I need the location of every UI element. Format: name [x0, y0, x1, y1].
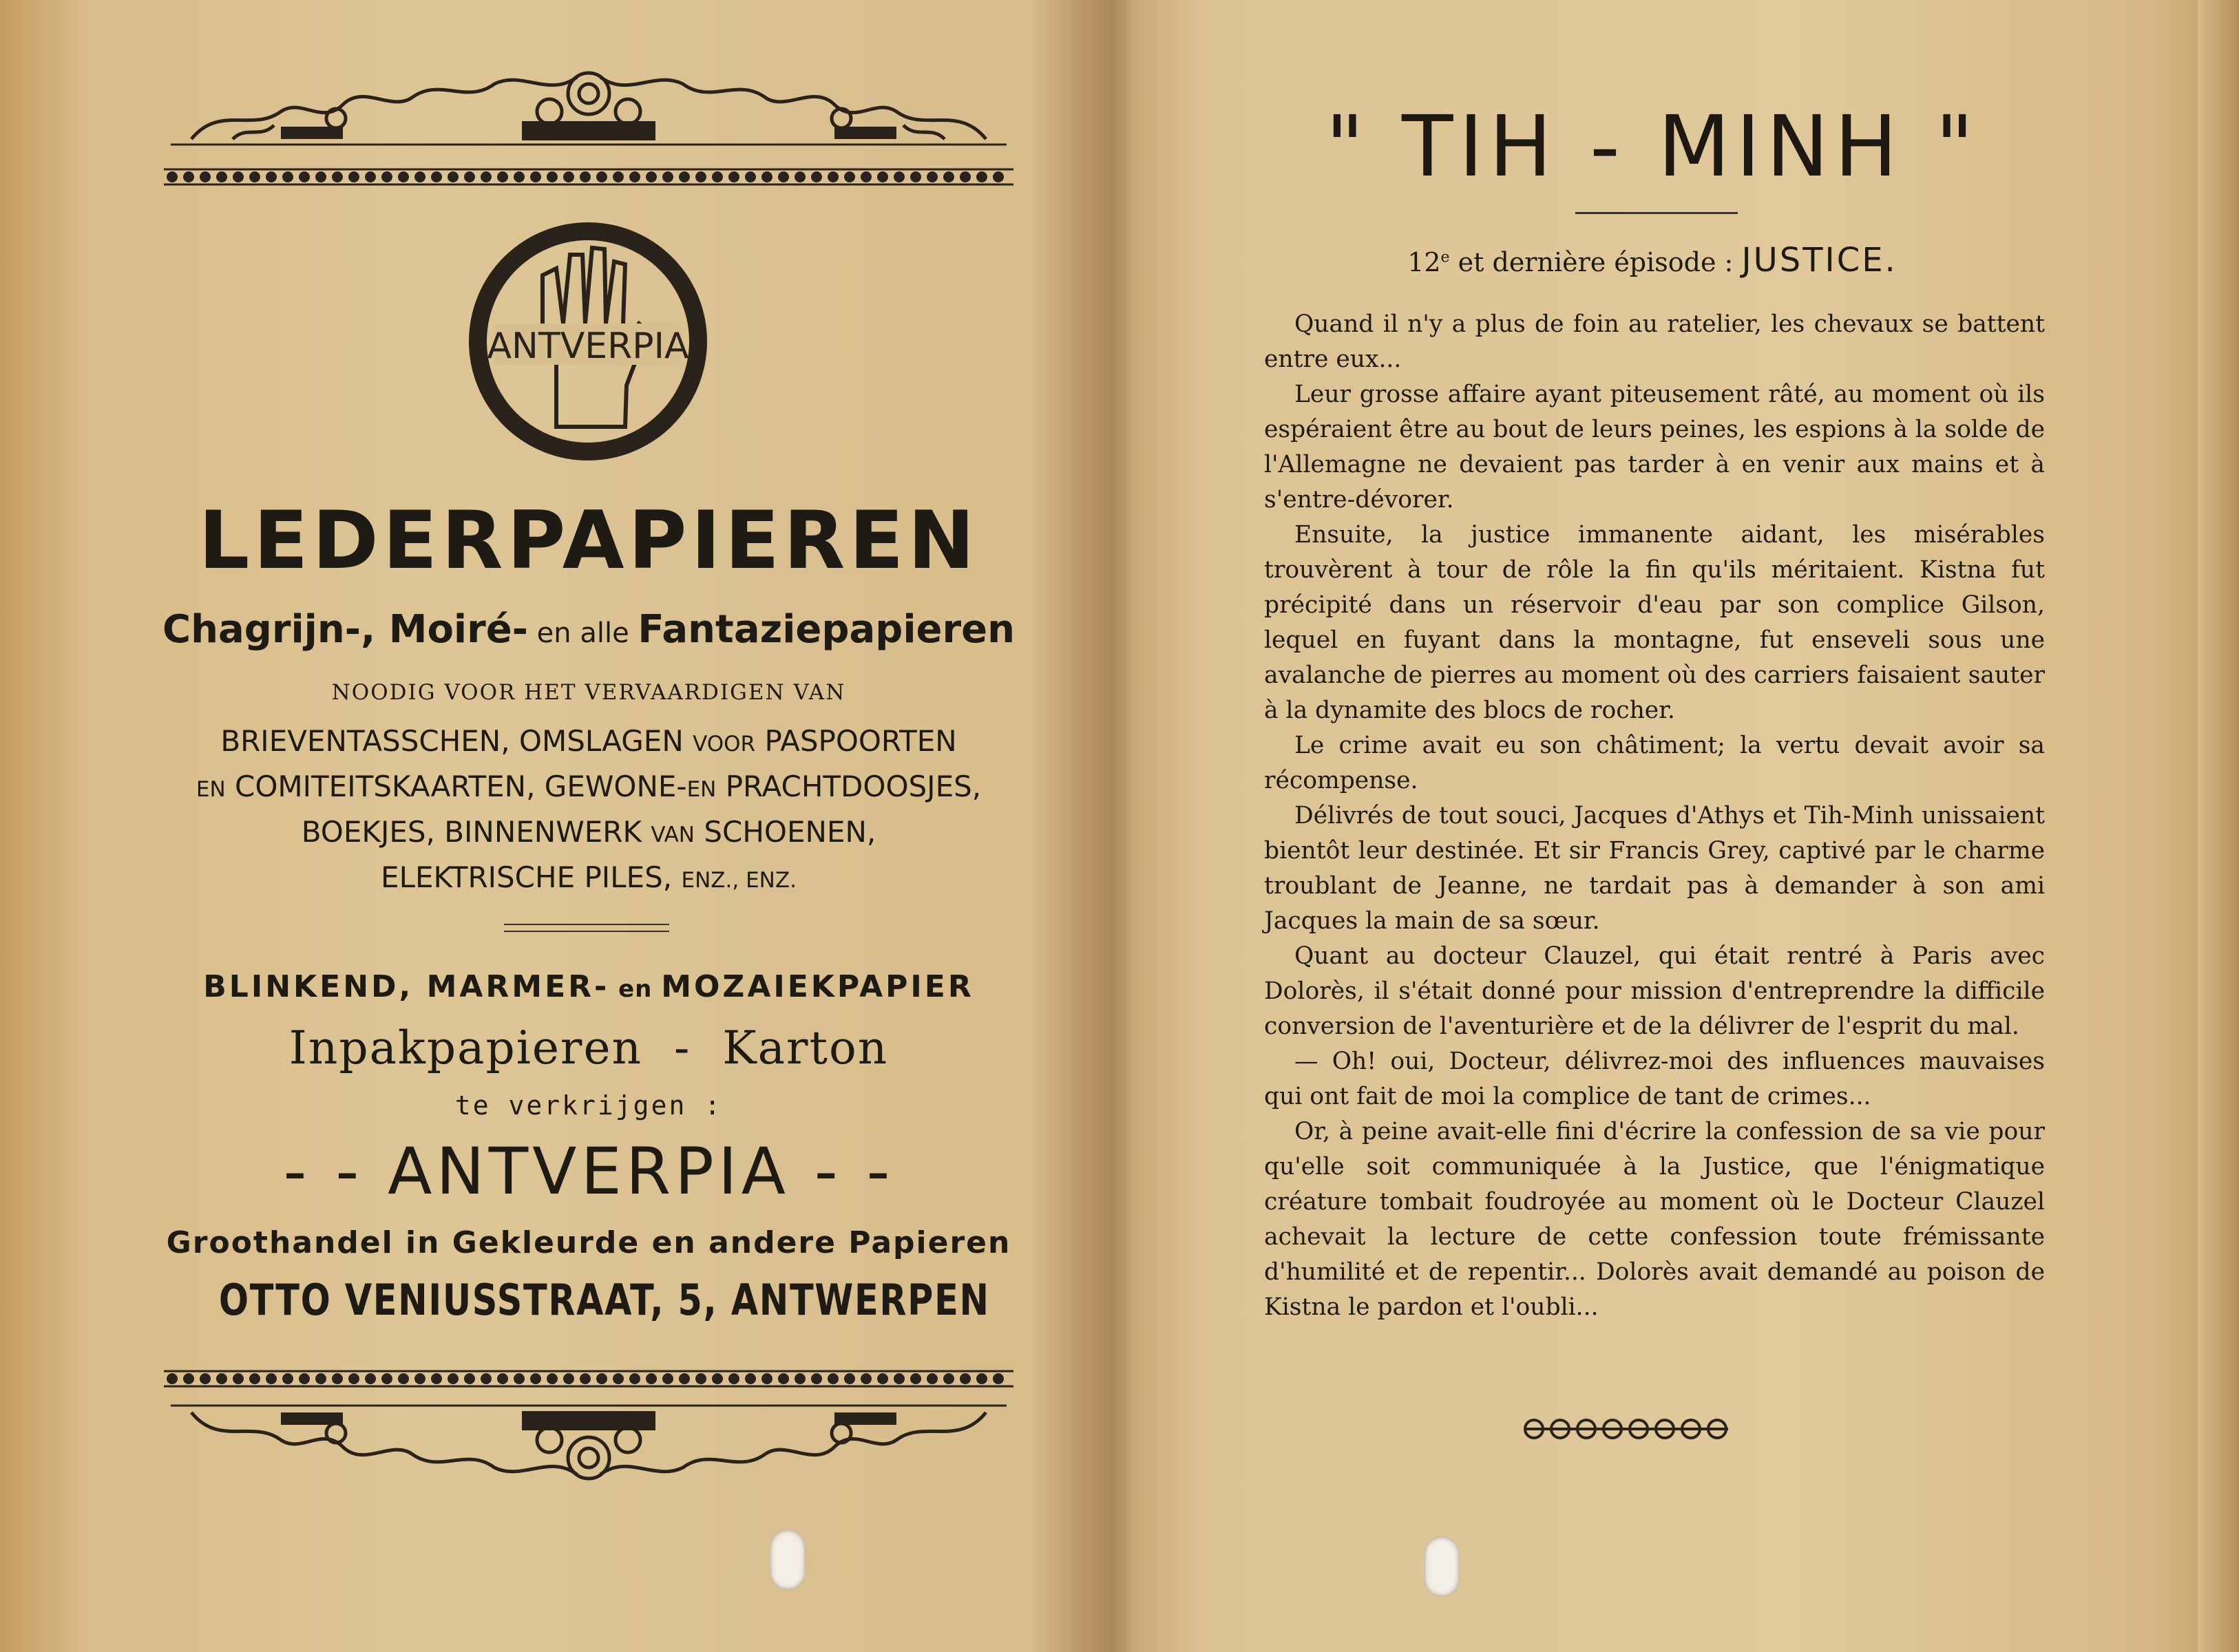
- line2-a: EN: [196, 777, 226, 802]
- episode-number: 12: [1407, 247, 1441, 277]
- paragraph: Quand il n'y a plus de foin au ratelier, les chevaux se battent entre eux...: [1264, 310, 2045, 373]
- paragraph: Quant au docteur Clauzel, qui était rentré à Paris avec Dolorès, il s'était donné pour mission d'entreprendre la difficile conversion de l'aventurière et de la délivrer de l'esprit du mal.: [1264, 942, 2045, 1040]
- bottom-dot-border: [164, 1370, 1013, 1388]
- episode-text: et dernière épisode :: [1449, 247, 1742, 277]
- address-line: OTTO VENIUSSTRAAT, 5, ANTWERPEN: [218, 1275, 990, 1325]
- uses-line-2: [138, 770, 1040, 803]
- line2-d: PRACHTDOOSJES,: [716, 770, 982, 803]
- paragraph: — Oh! oui, Docteur, délivrez-moi des influences mauvaises qui ont fait de moi la complice de tant de crimes...: [1264, 1048, 2045, 1110]
- blinkend-b: en: [609, 975, 662, 1003]
- subtitle-part3: Fantaziepapieren: [638, 607, 1015, 652]
- line4-b: ENZ., ENZ.: [681, 868, 797, 893]
- line3-c: SCHOENEN,: [695, 815, 876, 849]
- inpak-line: Inpakpapieren - Karton: [288, 1021, 889, 1074]
- antverpia-hand-logo: [467, 220, 709, 463]
- end-ornament: [1522, 1417, 1735, 1441]
- paragraph: Le crime avait eu son châtiment; la vertu devait avoir sa récompense.: [1264, 732, 2045, 794]
- line1-b: VOOR: [693, 732, 756, 756]
- top-floral-ornament: [164, 63, 1013, 162]
- company-name: - - ANTVERPIA - -: [283, 1134, 894, 1209]
- line3-b: VAN: [651, 823, 695, 847]
- paragraph: Or, à peine avait-elle fini d'écrire la confession de sa vie pour qu'elle soit communiquée à la Justice, que l'énigmatique créature tombait foudroyée au moment où le Docteur Clauzel achevait la lecture de cette confession toute frémissante d'humilité et de repentir... Dolorès avait demandé au poison de Kistna le pardon et l'oubli...: [1264, 1118, 2045, 1321]
- line4-a: ELEKTRISCHE PILES,: [381, 860, 682, 894]
- paragraph: Ensuite, la justice immanente aidant, les misérables trouvèrent à tour de rôle la fin qu'ils méritaient. Kistna fut précipité dans un réservoir d'eau par son complice Gilson, lequel en fuyant dans la montagne, fut enseveli sous une avalanche de pierres au moment où des carriers faisaient sauter à la dynamite des blocs de rocher.: [1264, 521, 2045, 724]
- uses-line-4: [138, 860, 1040, 894]
- paragraph: Délivrés de tout souci, Jacques d'Athys et Tih-Minh unissaient bientôt leur destinée. Et sir Francis Grey, captivé par le charme troublant de Jeanne, ne tardait pas à demander à son ami Jacques la main de sa sœur.: [1264, 802, 2045, 935]
- uses-line-3: [138, 815, 1040, 849]
- episode-heading: [1253, 241, 2052, 279]
- line3-a: BOEKJES, BINNENWERK: [301, 815, 651, 849]
- logo-lettering: ANTVERPIA: [487, 326, 689, 367]
- blinkend-line: [138, 969, 1040, 1004]
- line1-a: BRIEVENTASSCHEN, OMSLAGEN: [220, 724, 693, 758]
- top-dot-border: [164, 168, 1013, 186]
- title-rule: [1575, 212, 1738, 214]
- line2-c: EN: [686, 777, 717, 802]
- chagrijn-subtitle: [138, 607, 1040, 652]
- paragraph: Leur grosse affaire ayant piteusement râté, au moment où ils espéraient être au bout de leurs peines, les espions à la solde de l'Allemagne ne devaient pas tarder à en venir aux mains et à s'entre-dévorer.: [1264, 381, 2045, 513]
- line1-c: PASPOORTEN: [755, 724, 957, 758]
- bottom-floral-ornament: [164, 1392, 1013, 1491]
- subtitle-part2: en alle: [527, 617, 638, 649]
- groothandel-line: Groothandel in Gekleurde en andere Papieren: [166, 1225, 1011, 1260]
- noodig-line: NOODIG VOOR HET VERVAARDIGEN VAN: [331, 680, 846, 705]
- leder-title: LEDERPAPIEREN: [198, 494, 979, 587]
- binding-hole-left: [770, 1529, 806, 1590]
- blinkend-c: MOZAIEKPAPIER: [661, 969, 974, 1004]
- story-title: " TIH - MINH ": [1325, 98, 1979, 195]
- te-verkrijgen: te verkrijgen :: [454, 1090, 723, 1121]
- section-divider: [504, 924, 669, 932]
- episode-superscript: e: [1440, 248, 1450, 266]
- subtitle-part1: Chagrijn-, Moiré-: [162, 607, 528, 652]
- episode-name: JUSTICE.: [1741, 241, 1898, 279]
- uses-line-1: [138, 724, 1040, 758]
- line2-b: COMITEITSKAARTEN, GEWONE-: [225, 770, 687, 803]
- blinkend-a: BLINKEND, MARMER-: [203, 969, 610, 1004]
- binding-hole-right: [1424, 1536, 1460, 1597]
- story-body: [1264, 307, 2045, 1325]
